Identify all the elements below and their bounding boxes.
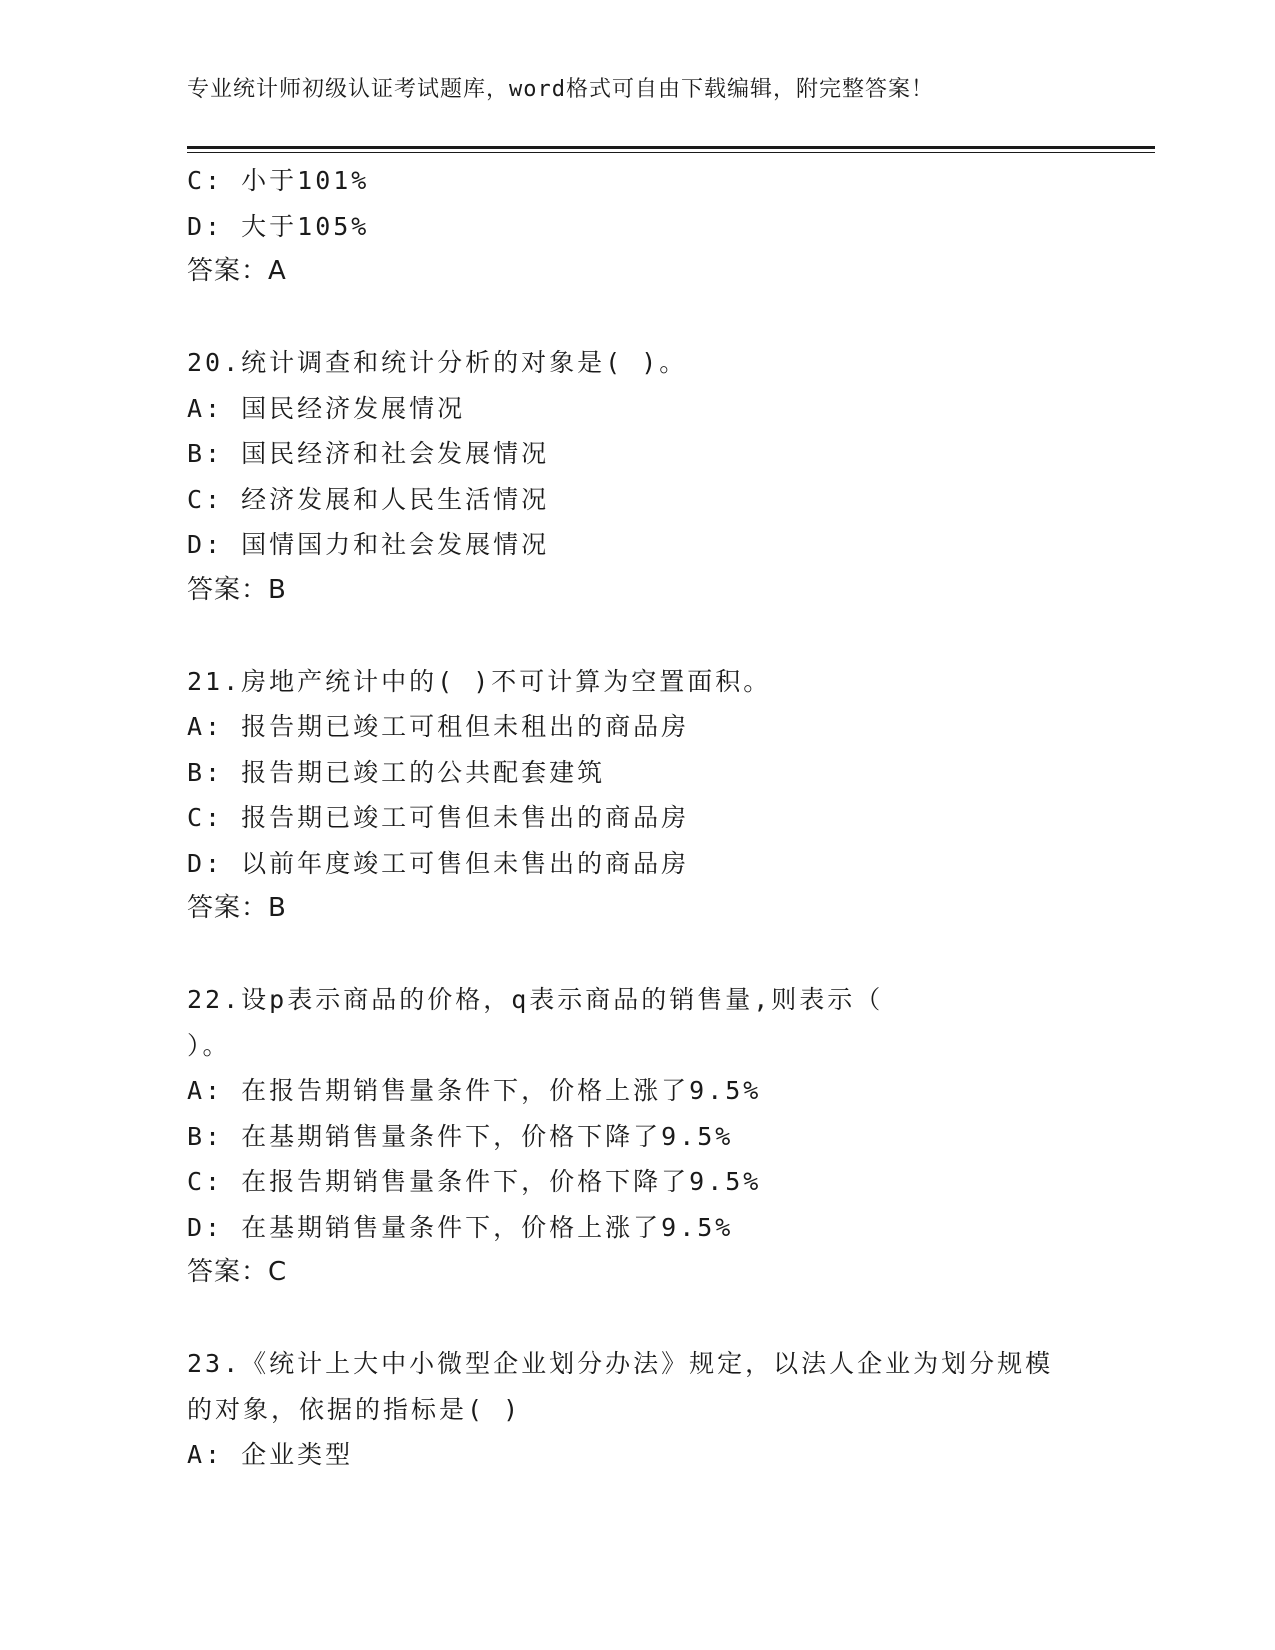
option-b: B: 报告期已竣工的公共配套建筑 [187,757,606,787]
option-c: C: 经济发展和人民生活情况 [187,484,550,514]
option-a: A: 国民经济发展情况 [187,393,466,423]
option-a: A: 在报告期销售量条件下，价格上涨了9.5% [187,1076,762,1105]
spacer [187,1296,1087,1342]
question-19 [187,158,1087,295]
question-stem-line-1: 23.《统计上大中小微型企业划分办法》规定，以法人企业为划分规模 [187,1349,1054,1378]
page-header: 专业统计师初级认证考试题库，word格式可自由下载编辑，附完整答案！ [187,77,934,102]
option-d: D: 以前年度竣工可售但未售出的商品房 [187,848,690,878]
question-20 [187,340,1087,613]
question-stem-line-2: ）。 [187,1030,231,1060]
option-b: B: 国民经济和社会发展情况 [187,439,550,468]
header-rule-thin [187,152,1155,153]
option-d: D: 国情国力和社会发展情况 [187,530,550,559]
question-21 [187,659,1087,932]
spacer [187,932,1087,978]
question-list [187,158,1087,1478]
answer-line: 答案：B [187,893,287,923]
question-23 [187,1341,1087,1478]
option-c: C: 报告期已竣工可售但未售出的商品房 [187,803,690,832]
question-stem: 21.房地产统计中的( )不可计算为空置面积。 [187,666,772,696]
option-d: D: 大于105% [187,211,370,241]
option-c: C: 在报告期销售量条件下，价格下降了9.5% [187,1167,762,1196]
answer-line: 答案：B [187,574,287,605]
question-stem-line-1: 22.设p表示商品的价格，q表示商品的销售量,则表示（ [187,985,884,1014]
spacer [187,613,1087,659]
option-a: A: 报告期已竣工可租但未租出的商品房 [187,712,690,741]
option-c: C: 小于101% [187,166,370,195]
header-rule-thick [187,146,1155,149]
option-d: D: 在基期销售量条件下，价格上涨了9.5% [187,1212,734,1242]
option-b: B: 在基期销售量条件下，价格下降了9.5% [187,1121,734,1151]
question-stem-line-2: 的对象，依据的指标是( ) [187,1394,522,1424]
question-stem: 20.统计调查和统计分析的对象是( )。 [187,348,688,377]
answer-line: 答案：A [187,256,287,286]
question-22 [187,977,1087,1296]
spacer [187,295,1087,341]
answer-line: 答案：C [187,1257,288,1287]
option-a: A: 企业类型 [187,1440,354,1469]
